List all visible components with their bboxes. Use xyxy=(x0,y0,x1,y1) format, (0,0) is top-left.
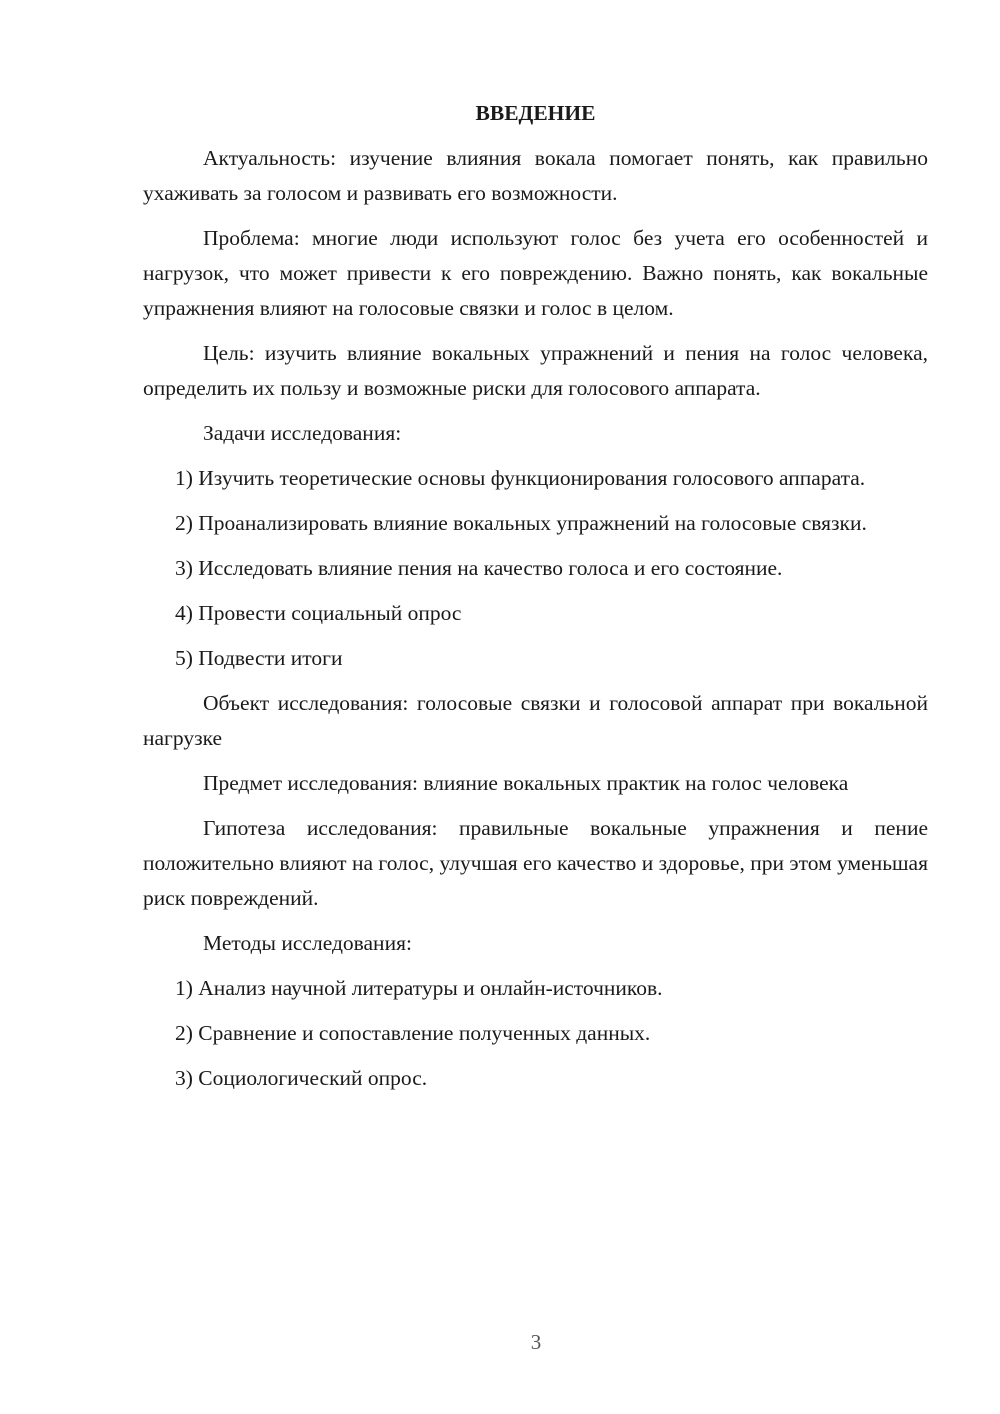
method-item-1: 1) Анализ научной литературы и онлайн-источников. xyxy=(175,976,663,1000)
method-item-3: 3) Социологический опрос. xyxy=(175,1066,428,1090)
task-item-2: 2) Проанализировать влияние вокальных упражнений на голосовые связки. xyxy=(175,511,867,535)
page-number: 3 xyxy=(530,1330,542,1354)
methods-heading: Методы исследования: xyxy=(203,931,412,955)
tasks-heading: Задачи исследования: xyxy=(203,421,402,445)
task-item-3: 3) Исследовать влияние пения на качество голоса и его состояние. xyxy=(175,556,783,580)
task-item-5: 5) Подвести итоги xyxy=(175,646,343,670)
paragraph-object: Объект исследования: голосовые связки и голосовой аппарат при вокальной нагрузке xyxy=(143,691,928,750)
paragraph-problem: Проблема: многие люди используют голос без учета его особенностей и нагрузок, что может привести к его повреждению. Важно понять, как вокальные упражнения влияют на голосовые связки и голос в целом. xyxy=(143,226,928,320)
paragraph-subject: Предмет исследования: влияние вокальных практик на голос человека xyxy=(203,771,849,795)
paragraph-hypothesis: Гипотеза исследования: правильные вокальные упражнения и пение положительно влияют на голос, улучшая его качество и здоровье, при этом уменьшая риск повреждений. xyxy=(143,816,928,910)
paragraph-relevance: Актуальность: изучение влияния вокала помогает понять, как правильно ухаживать за голосом и развивать его возможности. xyxy=(143,146,928,205)
document-page xyxy=(143,96,928,1106)
task-item-1: 1) Изучить теоретические основы функционирования голосового аппарата. xyxy=(175,466,866,490)
paragraph-goal: Цель: изучить влияние вокальных упражнений и пения на голос человека, определить их пользу и возможные риски для голосового аппарата. xyxy=(143,341,928,400)
task-item-4: 4) Провести социальный опрос xyxy=(175,601,462,625)
method-item-2: 2) Сравнение и сопоставление полученных данных. xyxy=(175,1021,651,1045)
section-title: ВВЕДЕНИЕ xyxy=(475,101,596,125)
